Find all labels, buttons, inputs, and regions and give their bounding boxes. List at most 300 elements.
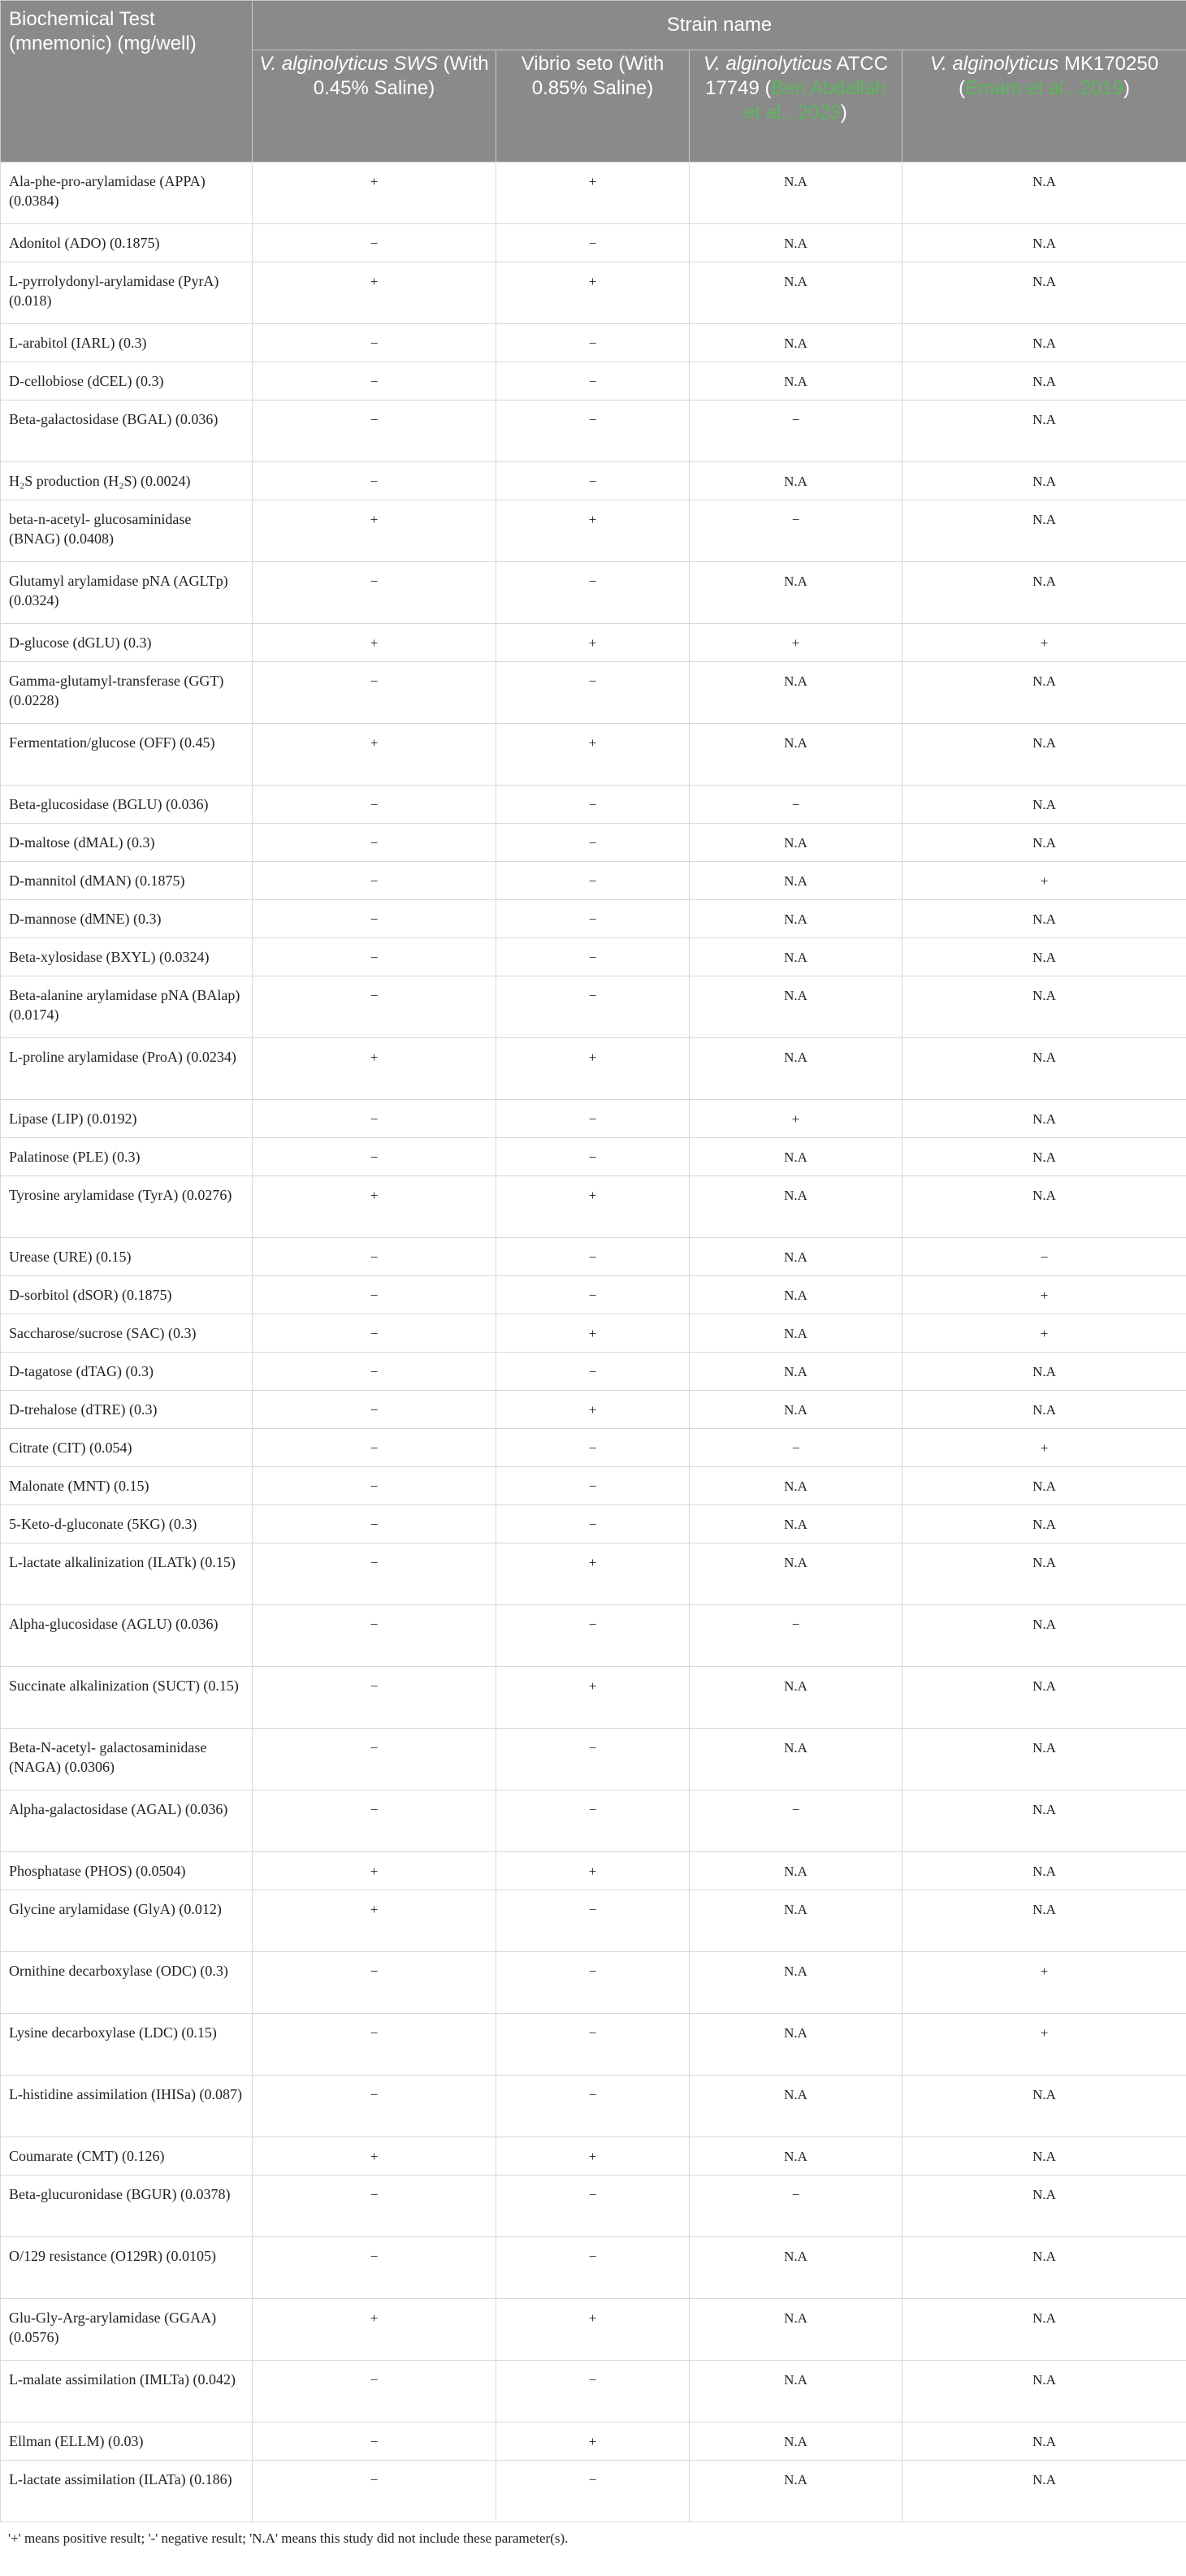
- result-cell: N.A: [902, 362, 1186, 400]
- result-cell: +: [902, 862, 1186, 900]
- result-cell: N.A: [902, 1852, 1186, 1890]
- strain-name-italic: V. alginolyticus SWS: [259, 53, 438, 75]
- result-cell: N.A: [690, 262, 902, 324]
- table-row: [1, 662, 1186, 724]
- citation-close: ): [1123, 77, 1130, 99]
- table-row: [1, 224, 1186, 262]
- result-cell: N.A: [690, 162, 902, 224]
- table-row: [1, 1852, 1186, 1890]
- result-cell: −: [253, 562, 496, 624]
- test-name-cell: Glycine arylamidase (GlyA) (0.012): [1, 1890, 253, 1952]
- test-name-cell: Glu-Gly-Arg-arylamidase (GGAA) (0.0576): [1, 2299, 253, 2361]
- result-cell: +: [496, 1391, 690, 1429]
- result-cell: −: [253, 938, 496, 976]
- result-cell: −: [253, 1314, 496, 1353]
- result-cell: −: [253, 1605, 496, 1667]
- result-cell: +: [496, 724, 690, 786]
- result-cell: +: [253, 1176, 496, 1238]
- table-row: [1, 1543, 1186, 1605]
- result-cell: −: [902, 1238, 1186, 1276]
- result-cell: N.A: [690, 1543, 902, 1605]
- result-cell: +: [496, 1314, 690, 1353]
- result-cell: −: [690, 500, 902, 562]
- result-cell: −: [496, 2237, 690, 2299]
- test-name-cell: D-cellobiose (dCEL) (0.3): [1, 362, 253, 400]
- result-cell: +: [253, 2299, 496, 2361]
- test-name-cell: Beta-galactosidase (BGAL) (0.036): [1, 400, 253, 462]
- result-cell: N.A: [902, 1605, 1186, 1667]
- table-row: [1, 1138, 1186, 1176]
- result-cell: N.A: [902, 1890, 1186, 1952]
- result-cell: N.A: [690, 224, 902, 262]
- result-cell: −: [496, 1276, 690, 1314]
- table-row: [1, 938, 1186, 976]
- result-cell: N.A: [902, 2422, 1186, 2461]
- table-row: [1, 786, 1186, 824]
- table-row: [1, 1276, 1186, 1314]
- table-row: [1, 900, 1186, 938]
- result-cell: −: [253, 786, 496, 824]
- result-cell: N.A: [902, 824, 1186, 862]
- result-cell: −: [253, 1952, 496, 2014]
- table-row: [1, 1391, 1186, 1429]
- header-biochemical-test: Biochemical Test (mnemonic) (mg/well): [1, 1, 253, 162]
- result-cell: N.A: [690, 1038, 902, 1100]
- test-name-cell: L-lactate alkalinization (ILATk) (0.15): [1, 1543, 253, 1605]
- test-name-cell: O/129 resistance (O129R) (0.0105): [1, 2237, 253, 2299]
- result-cell: −: [253, 1790, 496, 1852]
- result-cell: N.A: [690, 938, 902, 976]
- test-name-cell: Lipase (LIP) (0.0192): [1, 1100, 253, 1138]
- table-row: [1, 400, 1186, 462]
- result-cell: −: [253, 1543, 496, 1605]
- result-cell: N.A: [690, 2014, 902, 2076]
- result-cell: N.A: [690, 1176, 902, 1238]
- result-cell: −: [253, 1276, 496, 1314]
- result-cell: N.A: [690, 1890, 902, 1952]
- result-cell: +: [496, 2299, 690, 2361]
- result-cell: N.A: [902, 1667, 1186, 1729]
- result-cell: +: [253, 1890, 496, 1952]
- result-cell: N.A: [902, 400, 1186, 462]
- table-row: [1, 2014, 1186, 2076]
- test-name-cell: D-mannitol (dMAN) (0.1875): [1, 862, 253, 900]
- result-cell: +: [496, 1176, 690, 1238]
- table-row: [1, 2137, 1186, 2176]
- test-name-cell: H₂S production (H₂S) (0.0024): [1, 462, 253, 500]
- result-cell: N.A: [690, 2422, 902, 2461]
- test-name-cell: Alpha-glucosidase (AGLU) (0.036): [1, 1605, 253, 1667]
- table-body: [1, 162, 1186, 2522]
- result-cell: −: [496, 462, 690, 500]
- result-cell: N.A: [902, 2461, 1186, 2522]
- strain-name-italic: V. alginolyticus: [929, 53, 1059, 75]
- test-name-cell: Ala-phe-pro-arylamidase (APPA) (0.0384): [1, 162, 253, 224]
- result-cell: −: [496, 562, 690, 624]
- header-strain-1: [253, 50, 496, 162]
- result-cell: N.A: [902, 786, 1186, 824]
- test-name-cell: D-mannose (dMNE) (0.3): [1, 900, 253, 938]
- result-cell: N.A: [902, 1467, 1186, 1505]
- result-cell: −: [496, 224, 690, 262]
- result-cell: N.A: [690, 2137, 902, 2176]
- test-name-cell: L-histidine assimilation (IHISa) (0.087): [1, 2076, 253, 2137]
- result-cell: N.A: [902, 1100, 1186, 1138]
- table-row: [1, 1952, 1186, 2014]
- result-cell: +: [253, 262, 496, 324]
- result-cell: −: [496, 1238, 690, 1276]
- result-cell: −: [253, 324, 496, 362]
- strain-name-text: Vibrio seto (With 0.85% Saline): [521, 53, 664, 99]
- result-cell: N.A: [690, 2361, 902, 2422]
- test-name-cell: Beta-glucuronidase (BGUR) (0.0378): [1, 2176, 253, 2237]
- result-cell: +: [496, 1543, 690, 1605]
- result-cell: −: [496, 1138, 690, 1176]
- result-cell: N.A: [690, 976, 902, 1038]
- table-row: [1, 2299, 1186, 2361]
- test-name-cell: D-glucose (dGLU) (0.3): [1, 624, 253, 662]
- test-name-cell: 5-Keto-d-gluconate (5KG) (0.3): [1, 1505, 253, 1543]
- result-cell: −: [253, 2461, 496, 2522]
- result-cell: N.A: [902, 1391, 1186, 1429]
- table-row: [1, 1353, 1186, 1391]
- result-cell: −: [496, 1100, 690, 1138]
- result-cell: −: [496, 1353, 690, 1391]
- table-row: [1, 562, 1186, 624]
- result-cell: N.A: [902, 562, 1186, 624]
- test-name-cell: Malonate (MNT) (0.15): [1, 1467, 253, 1505]
- test-name-cell: D-sorbitol (dSOR) (0.1875): [1, 1276, 253, 1314]
- result-cell: N.A: [902, 1038, 1186, 1100]
- test-name-cell: beta-n-acetyl- glucosaminidase (BNAG) (0.0408): [1, 500, 253, 562]
- test-name-cell: L-pyrrolydonyl-arylamidase (PyrA) (0.018): [1, 262, 253, 324]
- table-row: [1, 1314, 1186, 1353]
- citation-link[interactable]: Ben Abdallah et al., 2023: [744, 77, 886, 123]
- result-cell: N.A: [902, 262, 1186, 324]
- header-strain-3: [690, 50, 902, 162]
- result-cell: −: [496, 862, 690, 900]
- result-cell: −: [253, 2076, 496, 2137]
- test-name-cell: L-arabitol (IARL) (0.3): [1, 324, 253, 362]
- result-cell: N.A: [902, 938, 1186, 976]
- result-cell: N.A: [690, 2237, 902, 2299]
- table-row: [1, 1729, 1186, 1790]
- result-cell: −: [253, 362, 496, 400]
- table-row: [1, 2076, 1186, 2137]
- result-cell: N.A: [902, 500, 1186, 562]
- table-header: [1, 1, 1186, 162]
- result-cell: −: [690, 400, 902, 462]
- table-row: [1, 262, 1186, 324]
- result-cell: +: [496, 2137, 690, 2176]
- test-name-cell: Alpha-galactosidase (AGAL) (0.036): [1, 1790, 253, 1852]
- result-cell: N.A: [690, 1314, 902, 1353]
- result-cell: +: [496, 262, 690, 324]
- table-row: [1, 500, 1186, 562]
- table-row: [1, 2422, 1186, 2461]
- result-cell: −: [496, 900, 690, 938]
- test-name-cell: D-trehalose (dTRE) (0.3): [1, 1391, 253, 1429]
- result-cell: −: [496, 824, 690, 862]
- test-name-cell: Beta-N-acetyl- galactosaminidase (NAGA) (0.0306): [1, 1729, 253, 1790]
- result-cell: N.A: [690, 562, 902, 624]
- table-row: [1, 2361, 1186, 2422]
- result-cell: N.A: [902, 162, 1186, 224]
- table-row: [1, 2176, 1186, 2237]
- result-cell: N.A: [902, 2137, 1186, 2176]
- result-cell: N.A: [690, 1667, 902, 1729]
- result-cell: N.A: [902, 724, 1186, 786]
- table-row: [1, 1505, 1186, 1543]
- result-cell: −: [496, 362, 690, 400]
- result-cell: N.A: [690, 1729, 902, 1790]
- test-name-cell: Succinate alkalinization (SUCT) (0.15): [1, 1667, 253, 1729]
- result-cell: −: [496, 324, 690, 362]
- result-cell: −: [253, 862, 496, 900]
- citation-close: ): [840, 102, 847, 123]
- result-cell: −: [496, 1605, 690, 1667]
- result-cell: +: [902, 1276, 1186, 1314]
- test-name-cell: Urease (URE) (0.15): [1, 1238, 253, 1276]
- result-cell: −: [496, 1505, 690, 1543]
- result-cell: −: [690, 2176, 902, 2237]
- result-cell: +: [690, 1100, 902, 1138]
- result-cell: N.A: [690, 862, 902, 900]
- result-cell: N.A: [690, 324, 902, 362]
- result-cell: −: [253, 2422, 496, 2461]
- result-cell: N.A: [902, 1790, 1186, 1852]
- result-cell: −: [496, 786, 690, 824]
- result-cell: −: [690, 1605, 902, 1667]
- strain-name-text: (With 0.45% Saline): [313, 53, 489, 99]
- result-cell: −: [253, 1138, 496, 1176]
- result-cell: −: [690, 1429, 902, 1467]
- test-name-cell: Gamma-glutamyl-transferase (GGT) (0.0228): [1, 662, 253, 724]
- result-cell: −: [253, 462, 496, 500]
- table-row: [1, 976, 1186, 1038]
- result-cell: −: [253, 900, 496, 938]
- result-cell: N.A: [902, 1176, 1186, 1238]
- table-row: [1, 362, 1186, 400]
- result-cell: −: [496, 2176, 690, 2237]
- result-cell: N.A: [690, 2461, 902, 2522]
- result-cell: −: [496, 2361, 690, 2422]
- result-cell: N.A: [902, 900, 1186, 938]
- result-cell: N.A: [902, 2361, 1186, 2422]
- result-cell: +: [496, 1038, 690, 1100]
- result-cell: N.A: [690, 362, 902, 400]
- test-name-cell: Phosphatase (PHOS) (0.0504): [1, 1852, 253, 1890]
- result-cell: N.A: [690, 462, 902, 500]
- result-cell: +: [253, 500, 496, 562]
- result-cell: N.A: [902, 1729, 1186, 1790]
- result-cell: N.A: [690, 1138, 902, 1176]
- result-cell: +: [496, 624, 690, 662]
- result-cell: N.A: [690, 824, 902, 862]
- result-cell: +: [496, 500, 690, 562]
- result-cell: −: [253, 976, 496, 1038]
- citation-link[interactable]: Emam et al., 2019: [965, 77, 1123, 99]
- result-cell: −: [253, 2014, 496, 2076]
- result-cell: −: [496, 2014, 690, 2076]
- result-cell: +: [496, 162, 690, 224]
- result-cell: +: [902, 624, 1186, 662]
- result-cell: −: [253, 1729, 496, 1790]
- result-cell: N.A: [690, 1238, 902, 1276]
- table-row: [1, 2461, 1186, 2522]
- test-name-cell: Fermentation/glucose (OFF) (0.45): [1, 724, 253, 786]
- result-cell: +: [253, 1852, 496, 1890]
- result-cell: N.A: [902, 1353, 1186, 1391]
- result-cell: −: [253, 1467, 496, 1505]
- result-cell: N.A: [690, 1391, 902, 1429]
- result-cell: N.A: [902, 2176, 1186, 2237]
- result-cell: −: [496, 400, 690, 462]
- header-strain-4: [902, 50, 1186, 162]
- table-row: [1, 324, 1186, 362]
- result-cell: N.A: [902, 1505, 1186, 1543]
- table-row: [1, 1605, 1186, 1667]
- result-cell: N.A: [690, 900, 902, 938]
- test-name-cell: Beta-xylosidase (BXYL) (0.0324): [1, 938, 253, 976]
- result-cell: +: [253, 724, 496, 786]
- strain-name-text: ATCC 17749 (: [705, 53, 889, 99]
- table-row: [1, 1890, 1186, 1952]
- result-cell: −: [496, 1467, 690, 1505]
- test-name-cell: Beta-alanine arylamidase pNA (BAlap) (0.0174): [1, 976, 253, 1038]
- result-cell: −: [496, 1890, 690, 1952]
- test-name-cell: D-maltose (dMAL) (0.3): [1, 824, 253, 862]
- result-cell: +: [690, 624, 902, 662]
- test-name-cell: Glutamyl arylamidase pNA (AGLTp) (0.0324): [1, 562, 253, 624]
- result-cell: −: [253, 2361, 496, 2422]
- header-strain-name: Strain name: [253, 1, 1186, 50]
- result-cell: −: [496, 1729, 690, 1790]
- table-row: [1, 724, 1186, 786]
- table-row: [1, 1176, 1186, 1238]
- result-cell: N.A: [902, 324, 1186, 362]
- result-cell: −: [496, 2461, 690, 2522]
- result-cell: −: [253, 824, 496, 862]
- test-name-cell: Beta-glucosidase (BGLU) (0.036): [1, 786, 253, 824]
- result-cell: −: [496, 1429, 690, 1467]
- result-cell: −: [496, 1790, 690, 1852]
- table-row: [1, 862, 1186, 900]
- result-cell: N.A: [902, 1138, 1186, 1176]
- result-cell: N.A: [690, 724, 902, 786]
- result-cell: N.A: [690, 1952, 902, 2014]
- test-name-cell: L-proline arylamidase (ProA) (0.0234): [1, 1038, 253, 1100]
- result-cell: N.A: [690, 1467, 902, 1505]
- result-cell: −: [253, 1238, 496, 1276]
- result-cell: N.A: [690, 1505, 902, 1543]
- table-row: [1, 624, 1186, 662]
- test-name-cell: D-tagatose (dTAG) (0.3): [1, 1353, 253, 1391]
- table-row: [1, 1100, 1186, 1138]
- result-cell: −: [253, 1667, 496, 1729]
- result-cell: −: [253, 2176, 496, 2237]
- test-name-cell: Lysine decarboxylase (LDC) (0.15): [1, 2014, 253, 2076]
- result-cell: N.A: [902, 976, 1186, 1038]
- test-name-cell: Adonitol (ADO) (0.1875): [1, 224, 253, 262]
- result-cell: N.A: [690, 1852, 902, 1890]
- table-row: [1, 1038, 1186, 1100]
- test-name-cell: Palatinose (PLE) (0.3): [1, 1138, 253, 1176]
- result-cell: −: [253, 224, 496, 262]
- result-cell: −: [496, 662, 690, 724]
- table-row: [1, 462, 1186, 500]
- result-cell: −: [496, 1952, 690, 2014]
- result-cell: −: [690, 1790, 902, 1852]
- table-row: [1, 1467, 1186, 1505]
- test-name-cell: L-malate assimilation (IMLTa) (0.042): [1, 2361, 253, 2422]
- result-cell: +: [253, 1038, 496, 1100]
- result-cell: +: [253, 624, 496, 662]
- result-cell: −: [253, 1100, 496, 1138]
- test-name-cell: Citrate (CIT) (0.054): [1, 1429, 253, 1467]
- result-cell: −: [496, 938, 690, 976]
- result-cell: −: [253, 400, 496, 462]
- table-row: [1, 1790, 1186, 1852]
- test-name-cell: Ellman (ELLM) (0.03): [1, 2422, 253, 2461]
- table-row: [1, 1238, 1186, 1276]
- table-row: [1, 824, 1186, 862]
- test-name-cell: Saccharose/sucrose (SAC) (0.3): [1, 1314, 253, 1353]
- result-cell: −: [253, 1429, 496, 1467]
- result-cell: +: [902, 1952, 1186, 2014]
- table-row: [1, 162, 1186, 224]
- result-cell: N.A: [690, 2076, 902, 2137]
- strain-name-italic: V. alginolyticus: [703, 53, 833, 75]
- result-cell: −: [253, 2237, 496, 2299]
- table-row: [1, 1429, 1186, 1467]
- result-cell: −: [253, 1505, 496, 1543]
- result-cell: +: [496, 1667, 690, 1729]
- result-cell: −: [253, 662, 496, 724]
- result-cell: +: [253, 2137, 496, 2176]
- header-strain-2: [496, 50, 690, 162]
- test-name-cell: Tyrosine arylamidase (TyrA) (0.0276): [1, 1176, 253, 1238]
- result-cell: N.A: [690, 1276, 902, 1314]
- result-cell: N.A: [690, 662, 902, 724]
- result-cell: −: [496, 2076, 690, 2137]
- result-cell: −: [496, 976, 690, 1038]
- result-cell: N.A: [902, 2076, 1186, 2137]
- result-cell: +: [496, 2422, 690, 2461]
- result-cell: N.A: [902, 1543, 1186, 1605]
- result-cell: N.A: [690, 1353, 902, 1391]
- table-row: [1, 2237, 1186, 2299]
- result-cell: +: [902, 1314, 1186, 1353]
- result-cell: N.A: [690, 2299, 902, 2361]
- result-cell: −: [690, 786, 902, 824]
- strain-name-text: MK170250 (: [959, 53, 1159, 99]
- result-cell: +: [253, 162, 496, 224]
- result-cell: N.A: [902, 662, 1186, 724]
- result-cell: N.A: [902, 2299, 1186, 2361]
- result-cell: −: [253, 1391, 496, 1429]
- result-cell: +: [902, 2014, 1186, 2076]
- result-cell: N.A: [902, 224, 1186, 262]
- test-name-cell: Coumarate (CMT) (0.126): [1, 2137, 253, 2176]
- table-row: [1, 1667, 1186, 1729]
- table-footnote: '+' means positive result; '-' negative result; 'N.A' means this study did not include these parameter(s).: [8, 2531, 569, 2546]
- test-name-cell: L-lactate assimilation (ILATa) (0.186): [1, 2461, 253, 2522]
- result-cell: +: [496, 1852, 690, 1890]
- result-cell: N.A: [902, 2237, 1186, 2299]
- result-cell: +: [902, 1429, 1186, 1467]
- test-name-cell: Ornithine decarboxylase (ODC) (0.3): [1, 1952, 253, 2014]
